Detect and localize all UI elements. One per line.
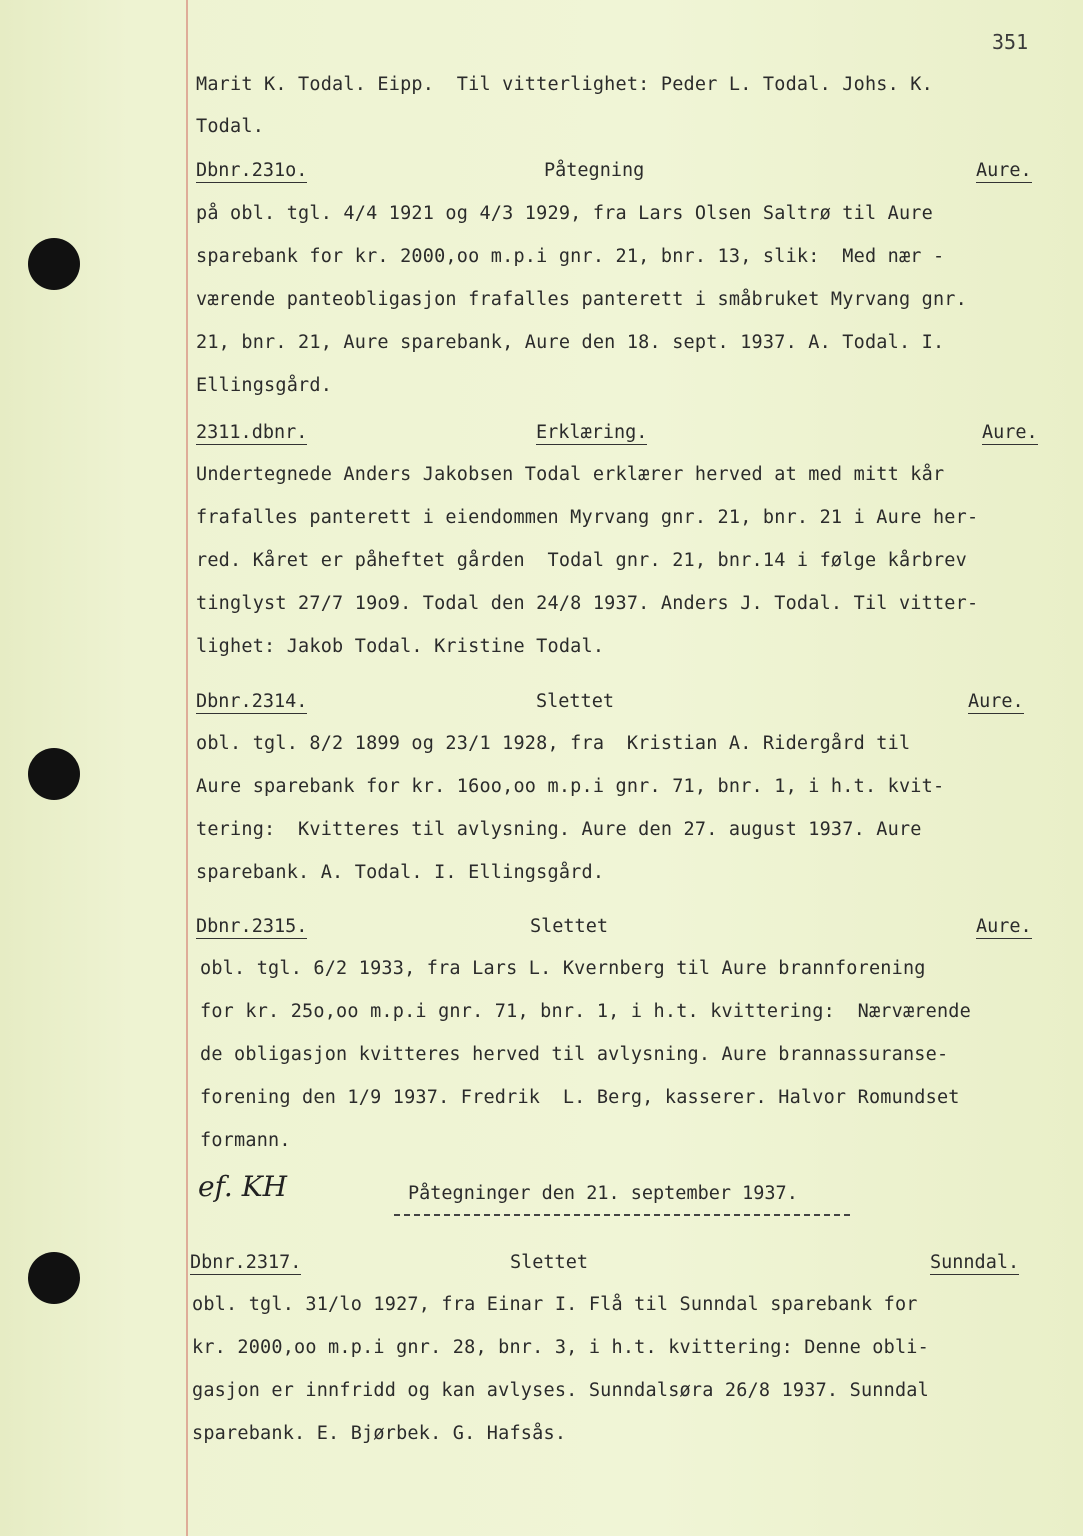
text-line: Aure sparebank for kr. 16oo,oo m.p.i gnr. 71, bnr. 1, i h.t. kvit-: [196, 776, 945, 797]
text-line: sparebank for kr. 2000,oo m.p.i gnr. 21, bnr. 13, slik: Med nær -: [196, 246, 945, 267]
dashed-rule: [394, 1214, 850, 1216]
text-line: Undertegnede Anders Jakobsen Todal erklærer herved at med mitt kår: [196, 464, 945, 485]
entry-type: Påtegning: [544, 160, 645, 181]
page-number: 351: [992, 30, 1029, 54]
entry-place: Aure.: [976, 160, 1032, 181]
text-line: sparebank. A. Todal. I. Ellingsgård.: [196, 862, 605, 883]
punch-hole: [28, 238, 80, 290]
entry-dbnr: 2311.dbnr.: [196, 422, 308, 443]
text-line: 21, bnr. 21, Aure sparebank, Aure den 18. sept. 1937. A. Todal. I.: [196, 332, 945, 353]
entry-dbnr: Dbnr.2315.: [196, 916, 308, 937]
text-line: forening den 1/9 1937. Fredrik L. Berg, kasserer. Halvor Romundset: [200, 1087, 960, 1108]
entry-dbnr: Dbnr.2317.: [190, 1252, 302, 1273]
entry-type: Erklæring.: [536, 422, 648, 443]
entry-dbnr: Dbnr.231o.: [196, 160, 308, 181]
entry-type: Slettet: [536, 691, 614, 712]
text-line: sparebank. E. Bjørbek. G. Hafsås.: [192, 1423, 567, 1444]
text-line: værende panteobligasjon frafalles panterett i småbruket Myrvang gnr.: [196, 289, 967, 310]
text-line: tering: Kvitteres til avlysning. Aure den 27. august 1937. Aure: [196, 819, 922, 840]
entry-place: Aure.: [982, 422, 1038, 443]
entry-place: Sunndal.: [930, 1252, 1020, 1273]
margin-line: [186, 0, 188, 1536]
text-line: Ellingsgård.: [196, 375, 333, 396]
entry-place: Aure.: [976, 916, 1032, 937]
text-line: formann.: [200, 1130, 291, 1151]
punch-hole: [28, 748, 80, 800]
text-line: lighet: Jakob Todal. Kristine Todal.: [196, 636, 605, 657]
punch-hole: [28, 1252, 80, 1304]
text-line: på obl. tgl. 4/4 1921 og 4/3 1929, fra Lars Olsen Saltrø til Aure: [196, 203, 933, 224]
text-line: obl. tgl. 8/2 1899 og 23/1 1928, fra Kristian A. Ridergård til: [196, 733, 911, 754]
text-line: for kr. 25o,oo m.p.i gnr. 71, bnr. 1, i h.t. kvittering: Nærværende: [200, 1001, 971, 1022]
entry-place: Aure.: [968, 691, 1024, 712]
text-line: Todal.: [196, 116, 265, 137]
entry-type: Slettet: [530, 916, 608, 937]
text-line: Marit K. Todal. Eipp. Til vitterlighet: Peder L. Todal. Johs. K.: [196, 74, 933, 95]
text-line: gasjon er innfridd og kan avlyses. Sunndalsøra 26/8 1937. Sunndal: [192, 1380, 929, 1401]
text-line: obl. tgl. 6/2 1933, fra Lars L. Kvernberg til Aure brannforening: [200, 958, 926, 979]
section-title: Påtegninger den 21. september 1937.: [408, 1183, 798, 1204]
text-line: de obligasjon kvitteres herved til avlysning. Aure brannassuranse-: [200, 1044, 949, 1065]
entry-type: Slettet: [510, 1252, 588, 1273]
text-line: frafalles panterett i eiendommen Myrvang gnr. 21, bnr. 21 i Aure her-: [196, 507, 979, 528]
text-line: kr. 2000,oo m.p.i gnr. 28, bnr. 3, i h.t. kvittering: Denne obli-: [192, 1337, 929, 1358]
text-line: obl. tgl. 31/lo 1927, fra Einar I. Flå til Sunndal sparebank for: [192, 1294, 918, 1315]
handwritten-note: ef. KH: [198, 1170, 288, 1203]
text-line: red. Kåret er påheftet gården Todal gnr. 21, bnr.14 i følge kårbrev: [196, 550, 967, 571]
entry-dbnr: Dbnr.2314.: [196, 691, 308, 712]
text-line: tinglyst 27/7 19o9. Todal den 24/8 1937. Anders J. Todal. Til vitter-: [196, 593, 979, 614]
